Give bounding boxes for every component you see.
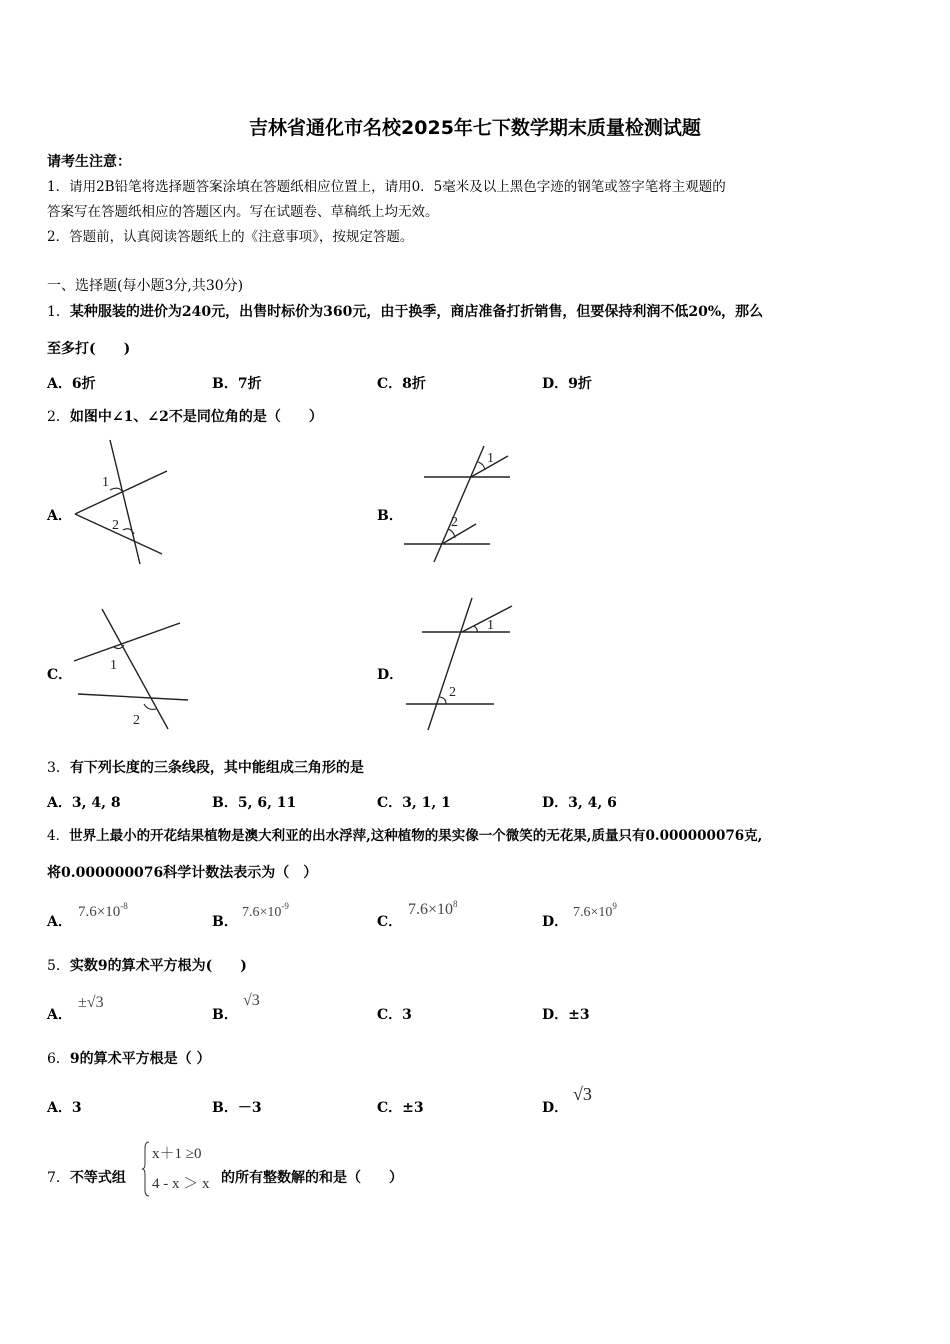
figure-c	[70, 605, 195, 733]
q1-option-d[interactable]: D．9折	[542, 376, 592, 392]
angle-arc-1	[478, 462, 485, 470]
q2-option-d[interactable]: D．	[377, 667, 404, 683]
question-1-line-2: 至多打( )	[47, 341, 131, 357]
short-line-lower	[442, 524, 476, 544]
inequality-2: 4 - x ＞ x	[152, 1176, 210, 1192]
q1-option-b[interactable]: B．7折	[212, 376, 262, 392]
page-title: 吉林省通化市名校2025年七下数学期末质量检测试题	[249, 117, 701, 139]
q4-option-c[interactable]: C．	[377, 914, 403, 930]
q4-option-b[interactable]: B．	[212, 914, 238, 930]
question-number: 5．	[47, 958, 70, 974]
q6-option-b[interactable]: B．－3	[212, 1100, 262, 1116]
q3-option-c[interactable]: C．3, 1, 1	[377, 795, 451, 811]
q6-option-d-expr: √3	[573, 1084, 592, 1104]
question-text: 某种服装的进价为240元，出售时标价为360元，由于换季，商店准备打折销售，但要保持利润不低20%，那么	[69, 304, 764, 320]
question-4-line-2: 将0.000000076科学计数法表示为（ ）	[47, 865, 318, 881]
q5-option-a[interactable]: A．	[47, 1007, 72, 1023]
q4-option-c-expr: $7.6\times 10^8$	[408, 899, 458, 918]
angle-label-2: 2	[112, 518, 119, 533]
question-4	[47, 826, 762, 846]
question-2	[47, 407, 323, 427]
notice-item-1-line-2: 答案写在答题纸相应的答题区内。写在试题卷、草稿纸上均无效。	[47, 204, 439, 220]
q2-option-a[interactable]: A．	[47, 508, 72, 524]
q6-option-c[interactable]: C．±3	[377, 1100, 424, 1116]
figure-b	[400, 440, 520, 568]
notice-heading: 请考生注意：	[47, 154, 131, 170]
transversal-line	[428, 598, 472, 730]
q4-option-a[interactable]: A．	[47, 914, 72, 930]
q5-option-a-expr: ±√3	[78, 994, 104, 1011]
q3-option-b[interactable]: B．5, 6, 11	[212, 795, 297, 811]
question-text: 有下列长度的三条线段，其中能组成三角形的是	[69, 760, 364, 776]
section-heading: 一、选择题(每小题3分,共30分)	[47, 278, 244, 294]
q3-option-d[interactable]: D．3, 4, 6	[542, 795, 617, 811]
angle-label-1: 1	[110, 658, 117, 673]
angle-arc-1	[474, 626, 477, 632]
angle-label-1: 1	[102, 475, 109, 490]
question-text: 9的算术平方根是（ ）	[69, 1051, 211, 1067]
transversal-line	[110, 440, 140, 564]
q2-option-b[interactable]: B．	[377, 508, 403, 524]
question-text-post: 的所有整数解的和是（ ）	[221, 1170, 403, 1186]
q1-option-c[interactable]: C．8折	[377, 376, 426, 392]
q3-option-a[interactable]: A．3, 4, 8	[47, 795, 121, 811]
question-3	[47, 758, 364, 778]
question-text-pre: 不等式组	[69, 1170, 126, 1186]
question-text: 如图中∠1、∠2不是同位角的是（ ）	[69, 409, 323, 425]
question-7	[47, 1168, 126, 1188]
figure-a	[70, 436, 180, 568]
q6-option-d[interactable]: D．	[542, 1100, 569, 1116]
notice-item-1-line-1: 1．请用2B铅笔将选择题答案涂填在答题纸相应位置上，请用0．5毫米及以上黑色字迹的钢笔或签字笔将主观题的	[47, 179, 726, 195]
angle-label-2: 2	[451, 515, 458, 530]
question-number: 3．	[47, 760, 70, 776]
q4-option-a-expr: $7.6\times 10^{-8}$	[78, 901, 128, 920]
question-number: 1．	[47, 304, 70, 320]
angle-label-1: 1	[487, 451, 494, 466]
q4-option-b-expr: $7.6\times 10^{-9}$	[242, 901, 289, 920]
question-number: 4．	[47, 828, 70, 844]
figure-d	[400, 594, 520, 734]
angle-label-2: 2	[449, 685, 456, 700]
line-upper	[75, 471, 167, 514]
question-text: 世界上最小的开花结果植物是澳大利亚的出水浮萍,这种植物的果实像一个微笑的无花果,质量只有0.000000076克,	[69, 828, 763, 844]
question-number: 7．	[47, 1170, 70, 1186]
angle-arc-2	[440, 697, 446, 704]
q1-option-a[interactable]: A．6折	[47, 376, 96, 392]
angle-label-2: 2	[133, 713, 140, 728]
q4-option-d[interactable]: D．	[542, 914, 569, 930]
q2-option-c[interactable]: C．	[47, 667, 73, 683]
notice-item-2: 2．答题前，认真阅读答题纸上的《注意事项》，按规定答题。	[47, 229, 414, 245]
angle-arc-1	[110, 488, 122, 491]
q4-option-d-expr: $7.6\times 10^9$	[573, 901, 617, 920]
question-6	[47, 1049, 211, 1069]
inequality-1: x＋1 ≥0	[152, 1146, 202, 1162]
left-brace	[141, 1140, 151, 1198]
q5-option-d[interactable]: D．±3	[542, 1007, 590, 1023]
question-1	[47, 302, 763, 322]
q5-option-c[interactable]: C．3	[377, 1007, 412, 1023]
question-text: 实数9的算术平方根为( )	[69, 958, 247, 974]
angle-label-1: 1	[487, 618, 494, 633]
question-number: 2．	[47, 409, 70, 425]
question-number: 6．	[47, 1051, 70, 1067]
q6-option-a[interactable]: A．3	[47, 1100, 82, 1116]
q5-option-b[interactable]: B．	[212, 1007, 238, 1023]
q5-option-b-expr: √3	[243, 992, 260, 1009]
question-5	[47, 956, 247, 976]
line-lower	[78, 694, 188, 700]
